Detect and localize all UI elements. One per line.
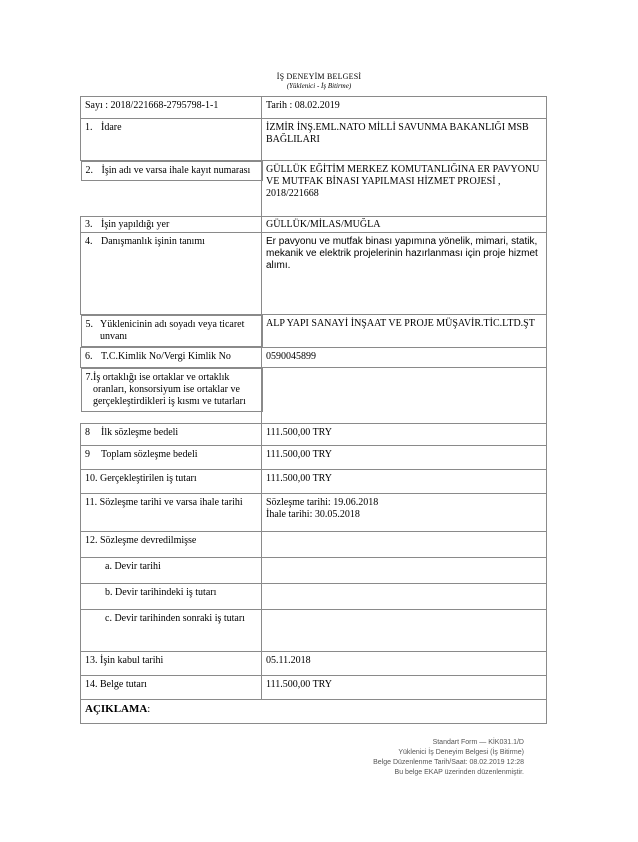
row-value [262, 584, 547, 610]
contract-date: Sözleşme tarihi: 19.06.2018 [266, 497, 379, 508]
aciklama-label: AÇIKLAMA [85, 703, 148, 715]
table-row [81, 676, 547, 700]
table-row [81, 558, 547, 584]
row-label [81, 161, 263, 181]
row-value: İZMİR İNŞ.EML.NATO MİLLİ SAVUNMA BAKANLIĞI MSB BAĞLILARI [262, 119, 547, 161]
table-row [81, 233, 547, 315]
row-label: 12. Sözleşme devredilmişse [81, 532, 262, 558]
row-label-text: T.C.Kimlik No/Vergi Kimlik No [101, 351, 231, 362]
row-label [81, 446, 262, 470]
row-value [262, 494, 547, 532]
row-value: GÜLLÜK/MİLAS/MUĞLA [262, 217, 547, 233]
row-label [81, 558, 262, 584]
row-number: 9 [85, 449, 90, 460]
aciklama-cell [81, 700, 547, 724]
row-value: 111.500,00 TRY [262, 676, 547, 700]
row-label [81, 368, 263, 412]
row-label [81, 217, 262, 233]
footer-line: Yüklenici İş Deneyim Belgesi (İş Bitirme) [398, 749, 524, 756]
row-number: 6. [85, 351, 93, 362]
document-number: Sayı : 2018/221668-2795798-1-1 [81, 97, 262, 119]
table-row [81, 652, 547, 676]
row-number: 3. [85, 219, 93, 230]
row-value [262, 368, 547, 424]
row-value: 111.500,00 TRY [262, 446, 547, 470]
table-row [81, 424, 547, 446]
row-value: 0590045899 [262, 348, 547, 368]
row-label-text: Toplam sözleşme bedeli [101, 449, 198, 460]
row-label: 11. Sözleşme tarihi ve varsa ihale tarihi [81, 494, 262, 532]
row-label-text: İlk sözleşme bedeli [101, 427, 179, 438]
row-label [81, 233, 262, 315]
table-row [81, 217, 547, 233]
table-row [81, 119, 547, 161]
row-number: 7. [85, 372, 93, 383]
document-header [0, 72, 638, 91]
row-label [81, 610, 262, 652]
row-value: 05.11.2018 [262, 652, 547, 676]
row-label-text: a. Devir tarihi [105, 561, 161, 572]
row-label: 10. Gerçekleştirilen iş tutarı [81, 470, 262, 494]
row-number: 4. [85, 236, 93, 247]
table-row [81, 315, 547, 348]
row-label [81, 348, 262, 368]
document-date: Tarih : 08.02.2019 [262, 97, 547, 119]
row-label: 13. İşin kabul tarihi [81, 652, 262, 676]
row-value: Er pavyonu ve mutfak binası yapımına yönelik, mimari, statik, mekanik ve elektrik projelerinin hazırlanması için proje hizmet alımı. [262, 233, 547, 315]
row-label-text: c. Devir tarihinden sonraki iş tutarı [105, 613, 245, 624]
row-value [262, 532, 547, 558]
table-row [81, 446, 547, 470]
footer-line: Bu belge EKAP üzerinden düzenlenmiştir. [394, 769, 524, 776]
experience-certificate-table [80, 96, 547, 724]
row-value [262, 558, 547, 584]
row-label-text: Danışmanlık işinin tanımı [101, 236, 205, 247]
row-label-text: b. Devir tarihindeki iş tutarı [105, 587, 217, 598]
row-label [81, 119, 262, 161]
table-row [81, 161, 547, 217]
row-number: 2. [85, 165, 93, 176]
tender-date: İhale tarihi: 30.05.2018 [266, 509, 360, 520]
row-label-text: İş ortaklığı ise ortaklar ve ortaklık oranları, konsorsiyum ise ortaklar ve gerçekleştirdikleri iş kısmı ve tutarları [93, 372, 246, 407]
row-label [81, 584, 262, 610]
row-label-text: İşin yapıldığı yer [101, 219, 170, 230]
row-value: GÜLLÜK EĞİTİM MERKEZ KOMUTANLIĞINA ER PAVYONU VE MUTFAK BİNASI YAPILMASI HİZMET PROJESİ , 2018/221668 [262, 161, 547, 217]
row-label-text: Yüklenicinin adı soyadı veya ticaret unvanı [99, 319, 245, 342]
row-value: 111.500,00 TRY [262, 424, 547, 446]
row-number: 8 [85, 427, 90, 438]
footer-line: Belge Düzenlenme Tarih/Saat: 08.02.2019 12:28 [373, 759, 524, 766]
row-number: 1. [85, 122, 93, 133]
table-row [81, 348, 547, 368]
table-row [81, 494, 547, 532]
row-label-text: İşin adı ve varsa ihale kayıt numarası [101, 165, 251, 176]
table-row [81, 584, 547, 610]
table-row [81, 700, 547, 724]
row-label [81, 315, 263, 347]
row-label [81, 424, 262, 446]
table-row [81, 610, 547, 652]
document-title: İŞ DENEYİM BELGESİ [276, 72, 362, 81]
row-label: 14. Belge tutarı [81, 676, 262, 700]
document-subtitle: (Yüklenici - İş Bitirme) [286, 82, 352, 90]
form-footer [373, 738, 524, 778]
row-value: ALP YAPI SANAYİ İNŞAAT VE PROJE MÜŞAVİR.TİC.LTD.ŞT [262, 315, 547, 348]
aciklama-colon: : [147, 704, 151, 715]
row-number: 5. [85, 319, 93, 330]
table-row [81, 97, 547, 119]
row-value [262, 610, 547, 652]
table-row [81, 470, 547, 494]
row-label-text: İdare [101, 122, 122, 133]
table-row [81, 532, 547, 558]
row-value: 111.500,00 TRY [262, 470, 547, 494]
footer-line: Standart Form — KİK031.1/D [432, 739, 524, 746]
table-row [81, 368, 547, 424]
